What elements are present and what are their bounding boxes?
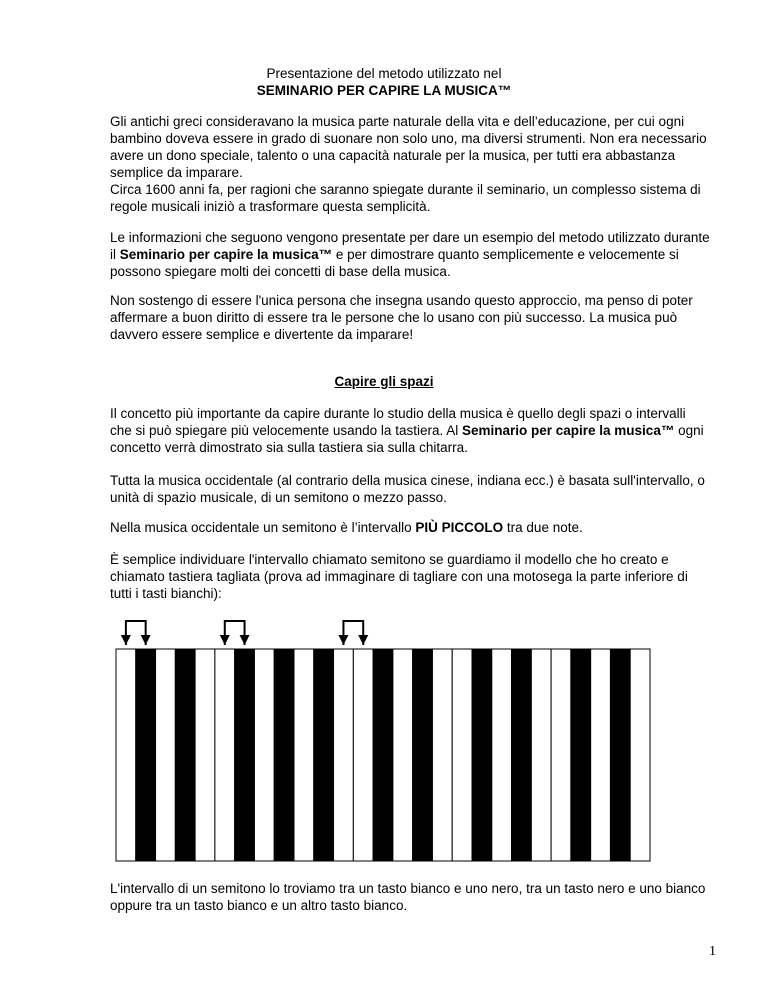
white-key xyxy=(116,649,136,861)
section-paragraph-3-post: tra due note. xyxy=(503,520,583,535)
intro-paragraph-2-post: e per dimostrare quanto semplicemente e velocemente si possono spiegare molti dei concetti di base della musica. xyxy=(110,247,679,279)
white-key xyxy=(492,649,512,861)
black-key xyxy=(136,649,156,861)
arrowhead-icon xyxy=(121,635,131,645)
intro-paragraph-1-text: Gli antichi greci consideravano la musica parte naturale della vita e dell’educazione, per cui ogni bambino doveva essere in grado di suonare non solo uno, ma diversi strumenti. Non era necessario avere un dono speciale, talento o una capacità naturale per la musica, per tutti era abbastanza semplice da imparare. xyxy=(110,114,707,180)
white-key xyxy=(630,649,650,861)
intro-paragraph-2-pre: Le informazioni che seguono vengono presentate per dare un esempio del metodo utilizzato durante il xyxy=(110,230,710,262)
section-paragraph-1 xyxy=(110,405,710,456)
section-paragraph-5: L'intervallo di un semitono lo troviamo tra un tasto bianco e uno nero, tra un tasto nero e uno bianco oppure tra un tasto bianco e un altro tasto bianco. xyxy=(110,881,706,913)
white-key xyxy=(452,649,472,861)
white-key xyxy=(591,649,611,861)
white-key xyxy=(156,649,176,861)
document-title xyxy=(0,65,768,99)
black-key xyxy=(235,649,255,861)
arrowhead-icon xyxy=(358,635,368,645)
arrowhead-icon xyxy=(220,635,230,645)
semitone-arrow-pair xyxy=(121,621,151,645)
arrowhead-icon xyxy=(338,635,348,645)
intro-paragraph-2 xyxy=(110,229,710,280)
black-key xyxy=(610,649,630,861)
white-key xyxy=(393,649,413,861)
black-key xyxy=(472,649,492,861)
arrowhead-icon xyxy=(240,635,250,645)
black-key xyxy=(571,649,591,861)
title-line-2: SEMINARIO PER CAPIRE LA MUSICA™ xyxy=(256,83,512,98)
white-key xyxy=(353,649,373,861)
arrowhead-icon xyxy=(141,635,151,645)
seminar-name-bold: Seminario per capire la musica™ xyxy=(119,247,333,262)
title-line-1: Presentazione del metodo utilizzato nel xyxy=(266,66,502,81)
section-paragraph-1-post: ogni concetto verrà dimostrato sia sulla tastiera sia sulla chitarra. xyxy=(110,423,704,455)
white-key xyxy=(334,649,354,861)
black-key xyxy=(274,649,294,861)
white-key xyxy=(195,649,215,861)
section-paragraph-3 xyxy=(110,519,710,536)
section-paragraph-2: Tutta la musica occidentale (al contrario della musica cinese, indiana ecc.) è basata sull'intervallo, o unità di spazio musicale, di un semitono o mezzo passo. xyxy=(110,473,705,505)
black-key xyxy=(512,649,532,861)
section-paragraph-4: È semplice individuare l'intervallo chiamato semitono se guardiamo il modello che ho creato e chiamato tastiera tagliata (prova ad immaginare di tagliare con una motosega la parte inferiore di tutti i tasti bianchi): xyxy=(110,552,688,601)
seminar-name-bold-2: Seminario per capire la musica™ xyxy=(461,423,675,438)
section-heading: Capire gli spazi xyxy=(334,374,434,389)
section-paragraph-3-pre: Nella musica occidentale un semitono è l’intervallo xyxy=(110,520,416,535)
white-key xyxy=(215,649,235,861)
section-paragraph-1-pre: Il concetto più importante da capire durante lo studio della musica è quello degli spazi o intervalli che si può spiegare più velocemente usando la tastiera. Al xyxy=(110,406,686,438)
black-key xyxy=(413,649,433,861)
black-key xyxy=(175,649,195,861)
semitone-arrow-pair xyxy=(220,621,250,645)
black-key xyxy=(314,649,334,861)
intro-paragraph-1 xyxy=(110,113,710,215)
white-key xyxy=(294,649,314,861)
black-key xyxy=(373,649,393,861)
white-key xyxy=(531,649,551,861)
page-number: 1 xyxy=(709,944,716,959)
white-key xyxy=(551,649,571,861)
semitone-arrow-pair xyxy=(338,621,368,645)
smallest-bold: PIÙ PICCOLO xyxy=(415,520,504,535)
intro-paragraph-3: Non sostengo di essere l'unica persona che insegna usando questo approccio, ma penso di poter affermare a buon diritto di essere tra le persone che lo usano con più successo. La musica può davvero essere semplice e divertente da imparare! xyxy=(110,293,693,342)
white-key xyxy=(432,649,452,861)
intro-paragraph-1b-text: Circa 1600 anni fa, per ragioni che saranno spiegate durante il seminario, un complesso sistema di regole musicali iniziò a trasformare questa semplicità. xyxy=(110,182,701,214)
white-key xyxy=(254,649,274,861)
cut-keyboard-diagram xyxy=(112,613,656,865)
